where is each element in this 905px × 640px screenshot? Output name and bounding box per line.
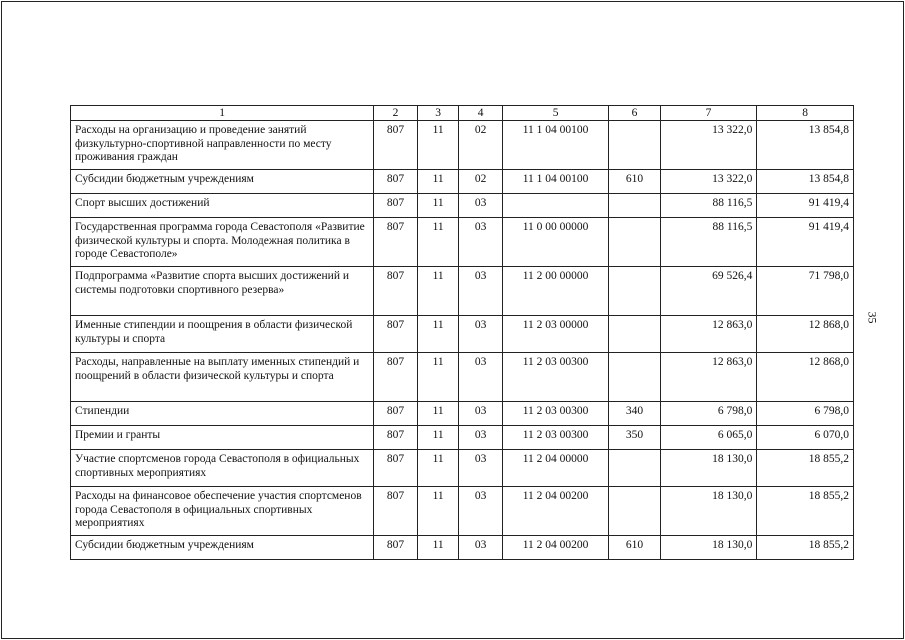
- table-row: [71, 402, 854, 426]
- table-row: [71, 536, 854, 560]
- cell-section: 11: [417, 450, 459, 487]
- cell-name: Расходы, направленные на выплату именных стипендий и поощрений в области физической культуры и спорта: [71, 353, 374, 402]
- cell-expense-type: [609, 316, 660, 353]
- cell-amount-year-1: 18 130,0: [660, 487, 757, 536]
- cell-grbs: 807: [374, 218, 418, 267]
- table-row: [71, 450, 854, 487]
- header-cell: 4: [459, 106, 502, 121]
- cell-subsection: 02: [459, 121, 502, 170]
- table-header-row: [71, 106, 854, 121]
- cell-target-article: 11 2 00 00000: [502, 267, 608, 316]
- table-row: [71, 267, 854, 316]
- cell-subsection: 03: [459, 536, 502, 560]
- cell-target-article: 11 2 03 00000: [502, 316, 608, 353]
- cell-expense-type: [609, 353, 660, 402]
- cell-subsection: 03: [459, 353, 502, 402]
- cell-amount-year-1: 88 116,5: [660, 194, 757, 218]
- cell-section: 11: [417, 121, 459, 170]
- cell-target-article: [502, 194, 608, 218]
- header-cell: 5: [502, 106, 608, 121]
- cell-name: Премии и гранты: [71, 426, 374, 450]
- cell-amount-year-1: 6 798,0: [660, 402, 757, 426]
- cell-subsection: 03: [459, 487, 502, 536]
- cell-grbs: 807: [374, 194, 418, 218]
- cell-amount-year-1: 88 116,5: [660, 218, 757, 267]
- cell-amount-year-1: 12 863,0: [660, 316, 757, 353]
- cell-target-article: 11 2 03 00300: [502, 353, 608, 402]
- cell-subsection: 03: [459, 426, 502, 450]
- cell-subsection: 03: [459, 402, 502, 426]
- cell-amount-year-2: 18 855,2: [757, 487, 854, 536]
- header-cell: 2: [374, 106, 418, 121]
- cell-target-article: 11 0 00 00000: [502, 218, 608, 267]
- cell-amount-year-2: 12 868,0: [757, 353, 854, 402]
- cell-expense-type: 610: [609, 170, 660, 194]
- cell-amount-year-1: 18 130,0: [660, 536, 757, 560]
- cell-section: 11: [417, 267, 459, 316]
- cell-expense-type: [609, 121, 660, 170]
- cell-name: Субсидии бюджетным учреждениям: [71, 170, 374, 194]
- cell-subsection: 03: [459, 218, 502, 267]
- cell-name: Расходы на финансовое обеспечение участия спортсменов города Севастополя в официальных спортивных мероприятиях: [71, 487, 374, 536]
- table-row: [71, 218, 854, 267]
- cell-section: 11: [417, 218, 459, 267]
- header-cell: 6: [609, 106, 660, 121]
- cell-expense-type: 610: [609, 536, 660, 560]
- table-row: [71, 316, 854, 353]
- table-row: [71, 194, 854, 218]
- header-cell: 1: [71, 106, 374, 121]
- cell-grbs: 807: [374, 316, 418, 353]
- cell-section: 11: [417, 487, 459, 536]
- cell-section: 11: [417, 353, 459, 402]
- table-row: [71, 170, 854, 194]
- cell-amount-year-2: 18 855,2: [757, 536, 854, 560]
- cell-name: Участие спортсменов города Севастополя в официальных спортивных мероприятиях: [71, 450, 374, 487]
- cell-subsection: 03: [459, 450, 502, 487]
- cell-amount-year-1: 13 322,0: [660, 121, 757, 170]
- cell-grbs: 807: [374, 450, 418, 487]
- cell-target-article: 11 2 03 00300: [502, 402, 608, 426]
- cell-amount-year-2: 6 798,0: [757, 402, 854, 426]
- table-row: [71, 353, 854, 402]
- cell-grbs: 807: [374, 121, 418, 170]
- cell-target-article: 11 2 03 00300: [502, 426, 608, 450]
- budget-table: [70, 105, 854, 560]
- cell-amount-year-2: 12 868,0: [757, 316, 854, 353]
- cell-amount-year-1: 18 130,0: [660, 450, 757, 487]
- cell-grbs: 807: [374, 426, 418, 450]
- cell-expense-type: 350: [609, 426, 660, 450]
- cell-name: Стипендии: [71, 402, 374, 426]
- cell-grbs: 807: [374, 402, 418, 426]
- cell-name: Подпрограмма «Развитие спорта высших достижений и системы подготовки спортивного резерва»: [71, 267, 374, 316]
- cell-amount-year-2: 71 798,0: [757, 267, 854, 316]
- cell-amount-year-1: 12 863,0: [660, 353, 757, 402]
- cell-target-article: 11 2 04 00200: [502, 536, 608, 560]
- table-row: [71, 487, 854, 536]
- cell-amount-year-1: 69 526,4: [660, 267, 757, 316]
- cell-section: 11: [417, 426, 459, 450]
- cell-target-article: 11 2 04 00200: [502, 487, 608, 536]
- cell-amount-year-2: 91 419,4: [757, 218, 854, 267]
- cell-name: Именные стипендии и поощрения в области физической культуры и спорта: [71, 316, 374, 353]
- cell-section: 11: [417, 170, 459, 194]
- cell-amount-year-2: 6 070,0: [757, 426, 854, 450]
- cell-subsection: 03: [459, 194, 502, 218]
- header-cell: 7: [660, 106, 757, 121]
- page-number: 35: [865, 311, 880, 324]
- cell-section: 11: [417, 402, 459, 426]
- table-row: [71, 121, 854, 170]
- cell-target-article: 11 1 04 00100: [502, 121, 608, 170]
- cell-expense-type: [609, 450, 660, 487]
- cell-name: Спорт высших достижений: [71, 194, 374, 218]
- cell-amount-year-2: 13 854,8: [757, 121, 854, 170]
- cell-amount-year-1: 13 322,0: [660, 170, 757, 194]
- cell-name: Субсидии бюджетным учреждениям: [71, 536, 374, 560]
- cell-grbs: 807: [374, 536, 418, 560]
- cell-subsection: 03: [459, 316, 502, 353]
- cell-amount-year-2: 18 855,2: [757, 450, 854, 487]
- cell-expense-type: [609, 487, 660, 536]
- cell-section: 11: [417, 194, 459, 218]
- cell-subsection: 03: [459, 267, 502, 316]
- table-row: [71, 426, 854, 450]
- cell-grbs: 807: [374, 267, 418, 316]
- cell-name: Расходы на организацию и проведение занятий физкультурно-спортивной направленности по месту проживания граждан: [71, 121, 374, 170]
- cell-target-article: 11 1 04 00100: [502, 170, 608, 194]
- cell-target-article: 11 2 04 00000: [502, 450, 608, 487]
- cell-expense-type: 340: [609, 402, 660, 426]
- cell-section: 11: [417, 536, 459, 560]
- cell-grbs: 807: [374, 170, 418, 194]
- cell-amount-year-1: 6 065,0: [660, 426, 757, 450]
- header-cell: 8: [757, 106, 854, 121]
- cell-grbs: 807: [374, 487, 418, 536]
- cell-expense-type: [609, 267, 660, 316]
- cell-amount-year-2: 91 419,4: [757, 194, 854, 218]
- cell-section: 11: [417, 316, 459, 353]
- cell-amount-year-2: 13 854,8: [757, 170, 854, 194]
- header-cell: 3: [417, 106, 459, 121]
- cell-expense-type: [609, 194, 660, 218]
- cell-subsection: 02: [459, 170, 502, 194]
- cell-grbs: 807: [374, 353, 418, 402]
- cell-expense-type: [609, 218, 660, 267]
- cell-name: Государственная программа города Севастополя «Развитие физической культуры и спорта. Молодежная политика в городе Севастополе»: [71, 218, 374, 267]
